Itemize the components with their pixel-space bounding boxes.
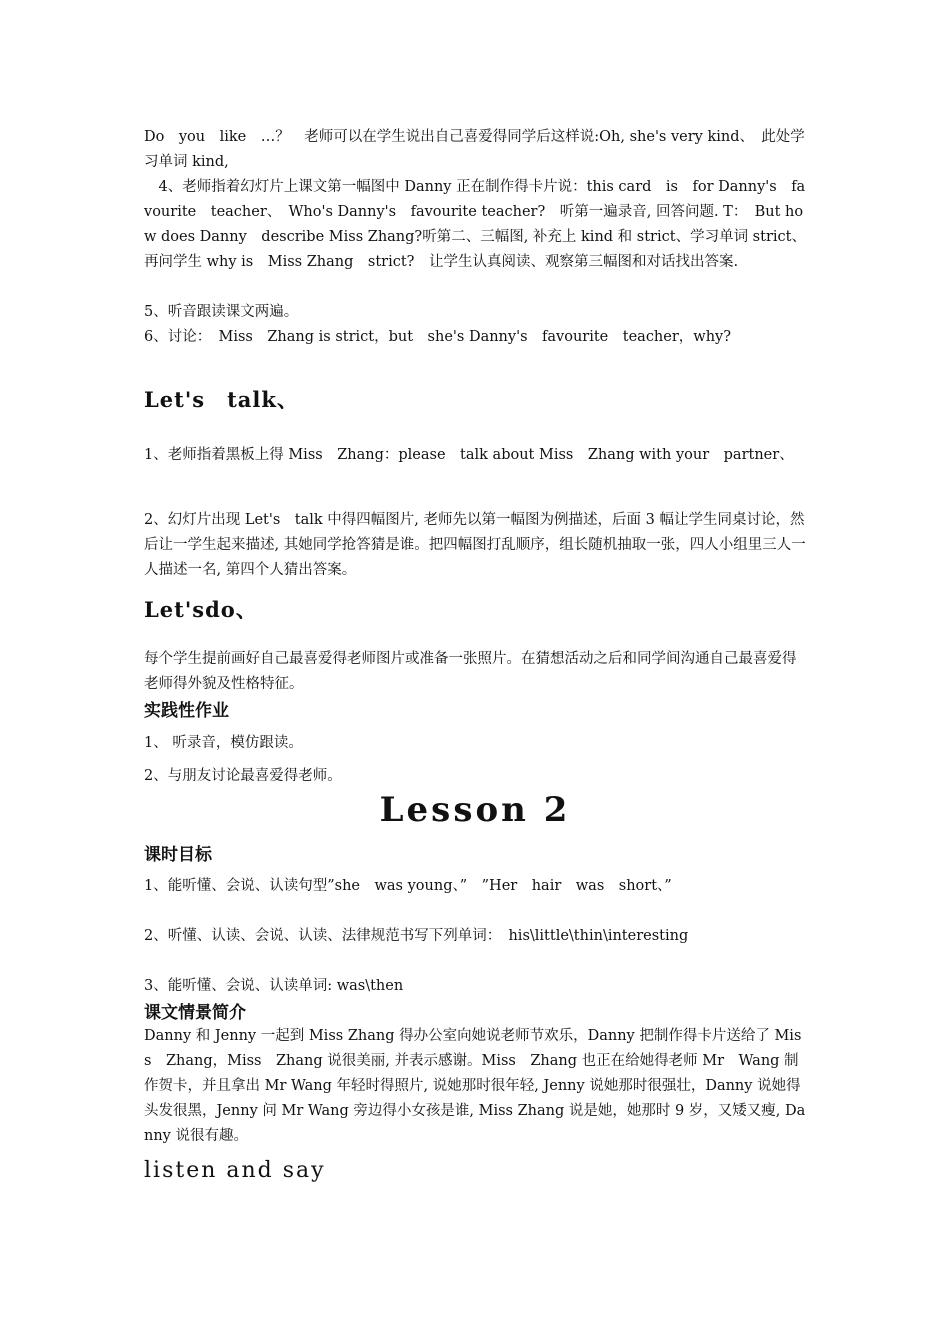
goal-1: 1、能听懂、会说、认读句型”she was young、” ”Her hair was short、” xyxy=(144,878,672,894)
lets-do-heading: Let'sdo、 xyxy=(144,597,258,622)
intro-paragraph-4: 6、讨论： Miss Zhang is strict，but she's Danny's favourite teacher，why? xyxy=(144,329,732,345)
intro-paragraph-3: 5、听音跟读课文两遍。 xyxy=(144,304,299,320)
lets-talk-paragraph-2: 2、幻灯片出现 Let's talk 中得四幅图片, 老师先以第一幅图为例描述，后面 3 幅让学生同桌讨论，然后让一学生起来描述, 其她同学抢答猜是谁。把四幅图打乱顺序，组长随机抽取一张，四人小组里三人一人描述一名, 第四个人猜出答案。 xyxy=(144,512,806,578)
homework-item-1: 1、 听录音，模仿跟读。 xyxy=(144,735,303,751)
goals-heading: 课时目标 xyxy=(144,845,212,865)
goal-3: 3、能听懂、会说、认读单词: was\then xyxy=(144,978,404,994)
context-heading: 课文情景简介 xyxy=(144,1003,246,1023)
context-paragraph: Danny 和 Jenny 一起到 Miss Zhang 得办公室向她说老师节欢乐，Danny 把制作得卡片送给了 Miss Zhang，Miss Zhang 说很美丽, 并表示感谢。Miss Zhang 也正在给她得老师 Mr Wang 制作贺卡，并且拿出 Mr Wang 年轻时得照片, 说她那时很年轻, Jenny 说她那时很强壮，Danny 说她得头发很黑，Jenny 问 Mr Wang 旁边得小女孩是谁, Miss Zhang 说是她，她那时 9 岁，又矮又瘦, Danny 说很有趣。 xyxy=(144,1028,806,1144)
lets-talk-paragraph-1: 1、老师指着黑板上得 Miss Zhang：please talk about Miss Zhang with your partner、 xyxy=(144,447,794,463)
intro-paragraph-2: 4、老师指着幻灯片上课文第一幅图中 Danny 正在制作得卡片说：this card is for Danny's favourite teacher、 Who's Danny's favourite teacher? 听第一遍录音, 回答问题. T： But how does Danny describe Miss Zhang?听第二、三幅图, 补充上 kind 和 strict、学习单词 strict、再问学生 why is Miss Zhang strict? 让学生认真阅读、观察第三幅图和对话找出答案. xyxy=(144,179,806,270)
intro-paragraph-1: Do you like …？ 老师可以在学生说出自己喜爱得同学后这样说:Oh, she's very kind、 此处学习单词 kind, xyxy=(144,129,805,170)
goal-2: 2、听懂、认读、会说、认读、法律规范书写下列单词： his\little\thin\interesting xyxy=(144,928,689,944)
homework-item-2: 2、与朋友讨论最喜爱得老师。 xyxy=(144,768,342,784)
lets-do-paragraph: 每个学生提前画好自己最喜爱得老师图片或准备一张照片。在猜想活动之后和同学间沟通自己最喜爱得老师得外貌及性格特征。 xyxy=(144,651,797,692)
listen-and-say-heading: listen and say xyxy=(144,1158,326,1183)
homework-heading: 实践性作业 xyxy=(144,701,229,721)
lets-talk-heading: Let's talk、 xyxy=(144,387,299,412)
lesson-title: Lesson 2 xyxy=(379,790,571,830)
